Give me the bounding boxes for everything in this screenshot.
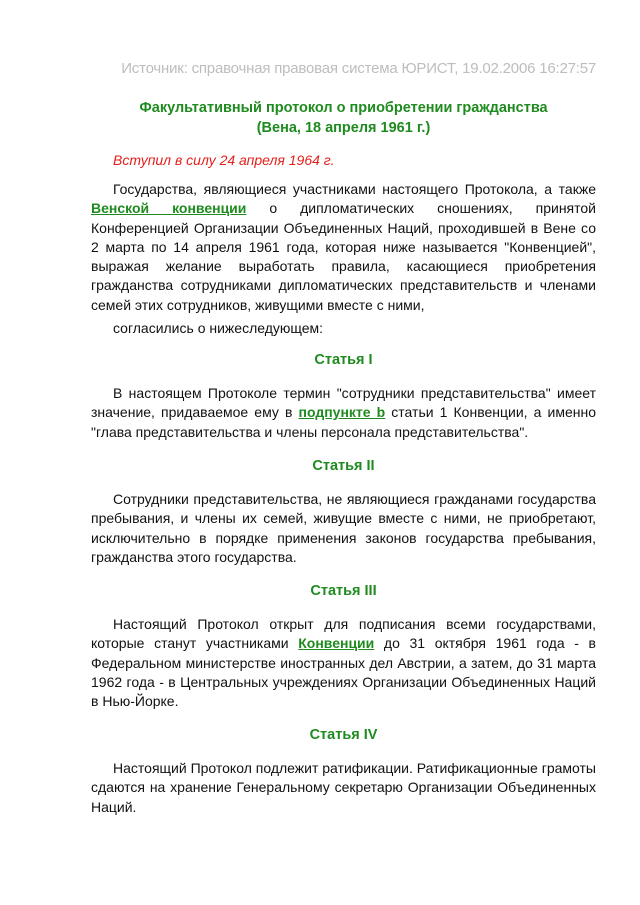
agreed-line: согласились о нижеследующем:: [113, 320, 324, 336]
preamble-text-start: Государства, являющиеся участниками настоящего Протокола, а также: [113, 181, 596, 197]
article-4-text: Настоящий Протокол подлежит ратификации. Ратификационные грамоты сдаются на хранение Генеральному секретарю Организации Объединенных Наций.: [91, 760, 596, 815]
effective-status: Вступил в силу 24 апреля 1964 г.: [113, 152, 335, 168]
article-4-heading: Статья IV: [309, 727, 378, 743]
source-header: Источник: справочная правовая система ЮРИСТ, 19.02.2006 16:27:57: [121, 60, 596, 77]
convention-link[interactable]: Конвенции: [298, 635, 375, 652]
preamble-paragraph: [91, 180, 596, 315]
title-line-1: Факультативный протокол о приобретении гражданства: [139, 100, 548, 116]
article-1-heading: Статья I: [314, 352, 373, 368]
subparagraph-b-link[interactable]: подпункте b: [298, 404, 386, 421]
article-3-text: [91, 615, 596, 711]
article-2-text: Сотрудники представительства, не являющиеся гражданами государства пребывания, и члены их семей, живущие вместе с ними, не приобретают, исключительно в порядке применения законов государства пребывания, гражданства этого государства.: [91, 491, 596, 565]
article-3-text-start: Настоящий Протокол открыт для подписания всеми государствами, которые станут участниками: [91, 616, 596, 652]
article-3-text-end: до 31 октября 1961 года - в Федеральном министерстве иностранных дел Австрии, а затем, до 31 марта 1962 года - в Центральных учреждениях Организации Объединенных Наций в Нью-Йорке.: [91, 635, 596, 710]
vienna-convention-link[interactable]: Венской конвенции: [91, 200, 247, 217]
document-title: [91, 98, 596, 138]
article-3-heading: Статья III: [310, 583, 377, 599]
article-2-heading: Статья II: [312, 458, 375, 474]
article-1-text-end: статьи 1 Конвенции, а именно "глава представительства и члены персонала представительства".: [91, 404, 596, 440]
title-line-2: (Вена, 18 апреля 1961 г.): [256, 120, 431, 136]
preamble-text-end: о дипломатических сношениях, принятой Конференцией Организации Объединенных Наций, проходившей в Вене со 2 марта по 14 апреля 1961 года, которая ниже называется "Конвенцией", выражая желание выработать правила, касающиеся приобретения гражданства сотрудниками дипломатических представительств и членами семей этих сотрудников, живущими вместе с ними,: [91, 200, 597, 313]
article-1-text: [91, 384, 596, 442]
article-1-text-start: В настоящем Протоколе термин "сотрудники представительства" имеет значение, придаваемое ему в: [91, 385, 596, 421]
